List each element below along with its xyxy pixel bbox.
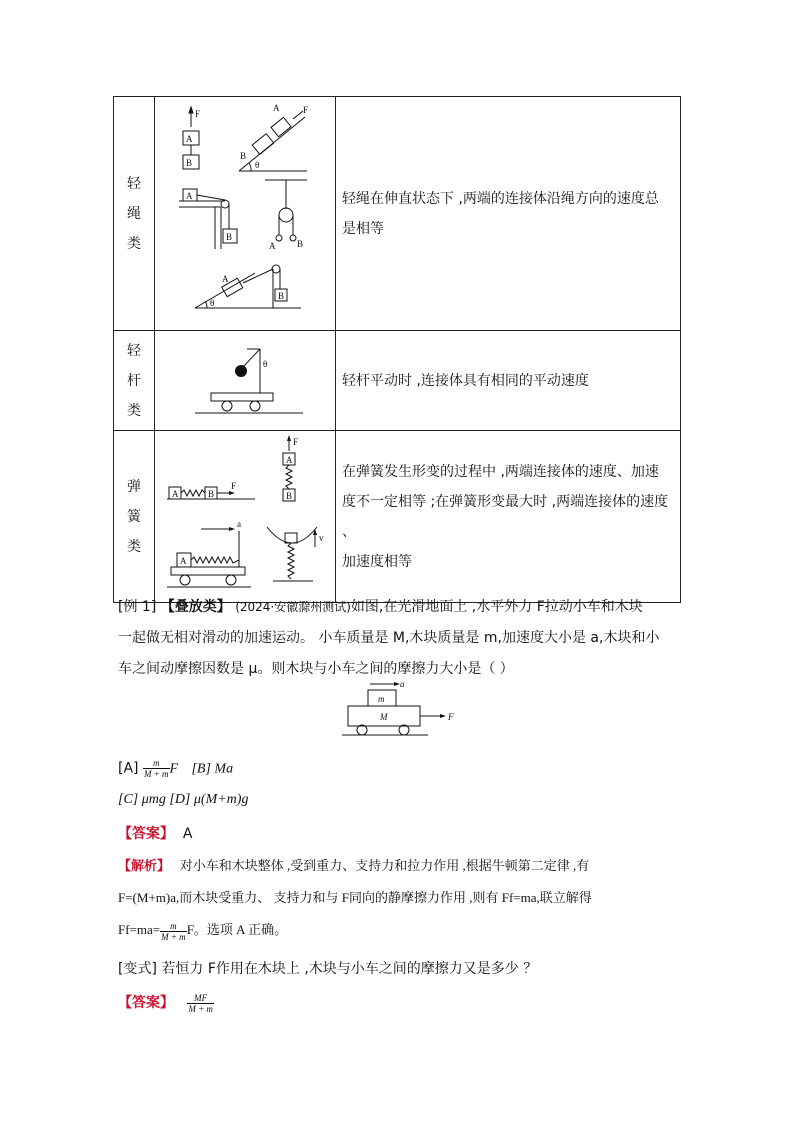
spring-diagrams xyxy=(155,431,335,598)
figure-label: B xyxy=(186,158,193,168)
figure-label: A xyxy=(269,241,276,251)
figure-label: B xyxy=(208,489,215,499)
figure-cell xyxy=(155,331,336,431)
comparison-table xyxy=(113,96,681,603)
figure-label: θ xyxy=(255,160,260,170)
figure-label: B xyxy=(226,232,233,242)
figure-label: A xyxy=(180,556,187,566)
category-cell xyxy=(114,331,155,431)
category-char: 类 xyxy=(127,538,141,555)
option-c: [C] μmg xyxy=(118,792,166,807)
answer-line xyxy=(118,823,192,843)
figure-label: B xyxy=(278,291,285,301)
description-line: 是相等 xyxy=(342,220,384,237)
rope-diagrams xyxy=(155,97,335,326)
figure-label: v xyxy=(319,533,324,543)
example-question-line-1 xyxy=(118,596,643,616)
description-line: 度不一定相等 ;在弹簧形变最大时 ,两端连接体的速度 、 xyxy=(342,493,669,540)
figure-label: A xyxy=(286,455,293,465)
figure-label: B xyxy=(240,151,247,161)
figure-label: θ xyxy=(263,359,268,369)
category-char: 绳 xyxy=(127,205,141,222)
example-text: 如图,在光滑地面上 ,水平外力 F拉动小车和木块 xyxy=(350,599,643,615)
figure-label: A xyxy=(222,274,229,284)
figure-label: F xyxy=(231,481,237,491)
figure-cell xyxy=(155,97,336,331)
figure-label: F xyxy=(293,437,299,447)
option-a-tail: F xyxy=(169,761,179,777)
category-char: 轻 xyxy=(127,175,141,192)
example-source: (2024·安徽滁州测试) xyxy=(235,600,351,614)
example-type: 【叠放类】 xyxy=(160,599,231,615)
figure-label: B xyxy=(286,491,293,501)
category-cell xyxy=(114,97,155,331)
figure-label: F xyxy=(303,105,309,115)
figure-label: F xyxy=(448,712,454,722)
variant-answer-fraction xyxy=(187,993,214,1014)
fraction-num: m xyxy=(170,920,177,931)
variant-answer-line xyxy=(118,992,214,1014)
fraction-num: m xyxy=(153,758,160,768)
analysis-eq-tail: F。选项 A 正确。 xyxy=(186,922,288,937)
category-char: 类 xyxy=(127,402,141,419)
example-question-line-2: 一起做无相对滑动的加速运动。 小车质量是 M,木块质量是 m,加速度大小是 a,木块和小 xyxy=(118,630,660,646)
category-char: 类 xyxy=(127,235,141,252)
answer-value: A xyxy=(182,826,193,842)
description-cell xyxy=(336,331,681,431)
fraction-den: M + m xyxy=(161,931,186,942)
category-cell xyxy=(114,431,155,603)
figure-label: A xyxy=(273,103,280,113)
option-a-fraction xyxy=(143,758,170,779)
variant-question: [变式] 若恒力 F作用在木块上 ,木块与小车之间的摩擦力又是多少 ？ xyxy=(118,961,538,977)
example-question-line-3: 车之间动摩擦因数是 μ。则木块与小车之间的摩擦力大小是（ ） xyxy=(118,661,514,677)
cart-block-figure xyxy=(338,676,468,742)
figure-label: A xyxy=(172,489,179,499)
analysis-line-1 xyxy=(118,855,589,874)
option-a-label: [A] xyxy=(118,760,139,777)
figure-label: a xyxy=(237,519,241,529)
fraction-num: MF xyxy=(194,992,208,1003)
table-row-spring xyxy=(114,431,681,603)
category-char: 簧 xyxy=(127,508,141,525)
options-cd xyxy=(118,792,248,808)
example-tag: [例 1] xyxy=(118,599,157,615)
description-cell xyxy=(336,431,681,603)
options-ab xyxy=(118,758,233,779)
option-d: [D] μ(M+m)g xyxy=(169,792,249,807)
description-line: 在弹簧发生形变的过程中 ,两端连接体的速度、加速 xyxy=(342,463,659,480)
analysis-line-3 xyxy=(118,919,287,942)
analysis-label: 【解析】 xyxy=(118,858,171,873)
table-row-rope xyxy=(114,97,681,331)
figure-label: F xyxy=(195,109,201,119)
fraction-den: M + m xyxy=(143,769,169,779)
description-line: 加速度相等 xyxy=(342,553,412,570)
figure-label: m xyxy=(378,694,385,704)
description-line: 轻绳在伸直状态下 ,两端的连接体沿绳方向的速度总 xyxy=(342,190,659,207)
figure-label: A xyxy=(186,191,193,201)
description-line: 轻杆平动时 ,连接体具有相同的平动速度 xyxy=(342,372,589,389)
analysis-line-2: F=(M+m)a,而木块受重力、 支持力和与 F同向的静摩擦力作用 ,则有 Ff=ma,联立解得 xyxy=(118,890,592,905)
figure-label: a xyxy=(400,679,405,689)
figure-cell xyxy=(155,431,336,603)
figure-label: A xyxy=(186,134,193,144)
answer-label: 【答案】 xyxy=(118,826,174,842)
description-cell xyxy=(336,97,681,331)
analysis-fraction xyxy=(160,921,187,942)
figure-label: θ xyxy=(210,298,215,308)
category-char: 杆 xyxy=(127,372,141,389)
figure-label: B xyxy=(297,239,304,249)
category-char: 轻 xyxy=(127,342,141,359)
category-char: 弹 xyxy=(127,478,141,495)
fraction-den: M + m xyxy=(188,1003,213,1014)
option-b: [B] Ma xyxy=(191,761,234,777)
analysis-eq-head: Ff=ma= xyxy=(118,922,161,937)
rod-diagram xyxy=(155,331,335,426)
variant-answer-label: 【答案】 xyxy=(118,995,174,1011)
analysis-text: 对小车和木块整体 ,受到重力、支持力和拉力作用 ,根据牛顿第二定律 ,有 xyxy=(179,858,590,873)
table-row-rod xyxy=(114,331,681,431)
figure-label: M xyxy=(380,712,388,722)
